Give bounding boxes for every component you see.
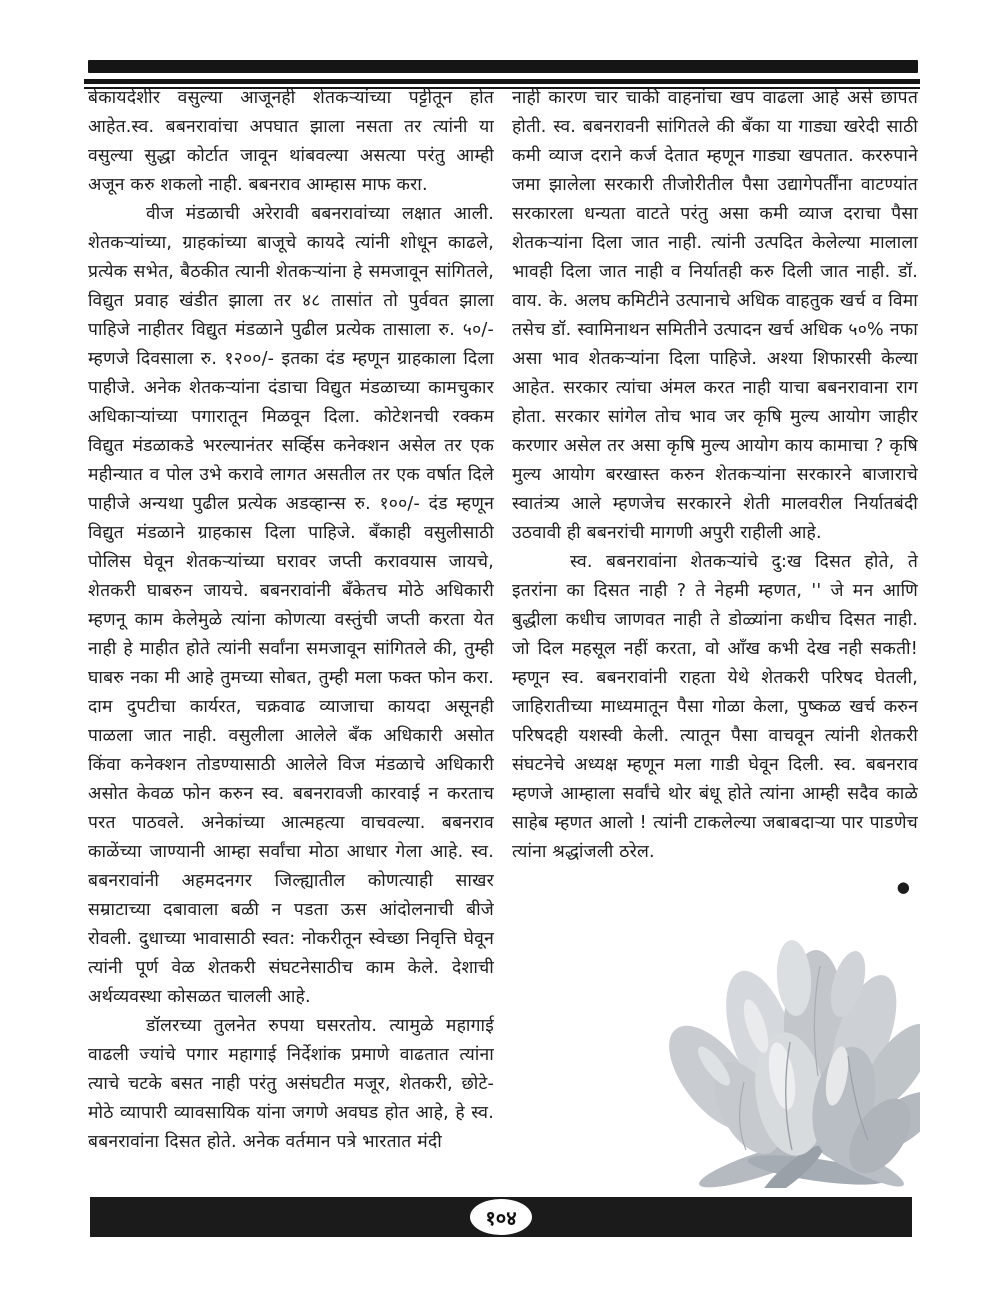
paragraph: वीज मंडळाची अरेरावी बबनरावांच्या लक्षात आली. शेतकऱ्यांच्या, ग्राहकांच्या बाजूचे कायदे त्यांनी शोधून काढले, प्रत्येक सभेत, बैठकीत त्यानी शेतकऱ्यांना हे समजावून सांगितले, विद्युत प्रवाह खंडीत झाला तर ४८ तासांत तो पुर्ववत झाला पाहिजे नाहीतर विद्युत मंडळाने पुढील प्रत्येक तासाला रु. ५०/- म्हणजे दिवसाला रु. १२००/- इतका दंड म्हणून ग्राहकाला दिला पाहीजे. अनेक शेतकऱ्यांना दंडाचा विद्युत मंडळाच्या कामचुकार अधिकाऱ्यांच्या पगारातून मिळवून दिला. कोटेशनची रक्कम विद्युत मंडळाकडे भरल्यानंतर सर्व्हिस कनेक्शन असेल तर एक महीन्यात व पोल उभे करावे लागत असतील तर एक वर्षात दिले पाहीजे अन्यथा पुढील प्रत्येक अडव्हान्स रु. १००/- दंड म्हणून विद्युत मंडळाने ग्राहकास दिला पाहिजे. बँकाही वसुलीसाठी पोलिस घेवून शेतकऱ्यांच्या घरावर जप्ती करावयास जायचे, शेतकरी घाबरुन जायचे. बबनरावांनी बँकेतच मोठे अधिकारी म्हणनू काम केलेमुळे त्यांना कोणत्या वस्तुंची जप्ती करता येत नाही हे माहीत होते त्यांनी सर्वांना समजावून सांगितले की, तुम्ही घाबरु नका मी आहे तुमच्या सोबत, तुम्ही मला फक्त फोन करा. दाम दुपटीचा कार्यरत, चक्रवाढ व्याजाचा कायदा असूनही पाळला जात नाही. वसुलीला आलेले बँक अधिकारी असोत किंवा कनेक्शन तोडण्यासाठी आलेले विज मंडळाचे अधिकारी असोत केवळ फोन करुन स्व. बबनरावजी कारवाई न करताच परत पाठवले. अनेकांच्या आत्महत्या वाचवल्या. बबनराव काळेंच्या जाण्यानी आम्हा सर्वांचा मोठा आधार गेला आहे. स्व. बबनरावांनी अहमदनगर जिल्ह्यातील कोणत्याही साखर सम्राटाच्या दबावाला बळी न पडता ऊस आंदोलनाची बीजे रोवली. दुधाच्या भावासाठी स्वत: नोकरीतून स्वेच्छा निवृत्ति घेवून त्यांनी पूर्ण वेळ शेतकरी संघटनेसाठीच काम केले. देशाची अर्थव्यवस्था कोसळत चालली आहे. bbox=[88, 204, 494, 1007]
flower-photo bbox=[652, 926, 920, 1188]
page-number-badge bbox=[470, 1199, 532, 1235]
page-number: १०४ bbox=[485, 1205, 517, 1230]
header-thick-bar bbox=[88, 60, 918, 73]
footer-bar bbox=[90, 1197, 912, 1237]
left-column bbox=[88, 84, 494, 1186]
paragraph: नाही कारण चार चाकी वाहनांचा खप वाढला आहे असे छापत होती. स्व. बबनरावनी सांगितले की बँका या गाड्या खरेदी साठी कमी व्याज दराने कर्ज देतात म्हणून गाड्या खपतात. कररुपाने जमा झालेला सरकारी तीजोरीतील पैसा उद्यागेपर्तींना वाटण्यांत सरकारला धन्यता वाटते परंतु असा कमी व्याज दराचा पैसा शेतकऱ्यांना दिला जात नाही. त्यांनी उत्पदित केलेल्या मालाला भावही दिला जात नाही व निर्यातही करु दिली जात नाही. डॉ. वाय. के. अलघ कमिटीने उत्पानाचे अधिक वाहतुक खर्च व विमा तसेच डॉ. स्वामिनाथन समितीने उत्पादन खर्च अधिक ५०% नफा असा भाव शेतकऱ्यांना दिला पाहिजे. अश्या शिफारसी केल्या आहेत. सरकार त्यांचा अंमल करत नाही याचा बबनरावाना राग होता. सरकार सांगेल तोच भाव जर कृषि मुल्य आयोग जाहीर करणार असेल तर असा कृषि मुल्य आयोग काय कामाचा ? कृषि मुल्य आयोग बरखास्त करुन शेतकऱ्यांना सरकारने बाजाराचे स्वातंत्र्य आले म्हणजेच सरकारने शेती मालवरील निर्यातबंदी उठवावी ही बबनरांची मागणी अपुरी राहीली आहे. bbox=[512, 88, 918, 543]
article-end-mark: ● bbox=[896, 878, 910, 896]
paragraph: स्व. बबनरावांना शेतकऱ्यांचे दु:ख दिसत होते, ते इतरांना का दिसत नाही ? ते नेहमी म्हणत, '' जे मन आणि बुद्धीला कधीच जाणवत नाही ते डोळ्यांना कधीच दिसत नाही. जो दिल महसूल नहीं करता, वो आँख कभी देख नही सकती! म्हणून स्व. बबनरावांनी राहता येथे शेतकरी परिषद घेतली, जाहिरातीच्या माध्यमातून पैसा गोळा केला, पुष्कळ खर्च करुन परिषदही यशस्वी केली. त्यातून पैसा वाचवून त्यांनी शेतकरी संघटनेचे अध्यक्ष म्हणून मला गाडी घेवून दिली. स्व. बबनराव म्हणजे आम्हाला सर्वांचे थोर बंधू होते त्यांना आम्ही सदैव काळे साहेब म्हणत आलो ! त्यांनी टाकलेल्या जबाबदाऱ्या पार पाडणेच त्यांना श्रद्धांजली ठरेल. bbox=[512, 552, 918, 862]
paragraph: बेकायदेशीर वसुल्या आजूनही शेतकऱ्यांच्या पट्टीतून होत आहेत.स्व. बबनरावांचा अपघात झाला नसता तर त्यांनी या वसुल्या सुद्धा कोर्टात जावून थांबवल्या असत्या परंतु आम्ही अजून करु शकलो नाही. बबनराव आम्हास माफ करा. bbox=[88, 88, 494, 195]
paragraph: डॉलरच्या तुलनेत रुपया घसरतोय. त्यामुळे महागाई वाढली ज्यांचे पगार महागाई निर्देशांक प्रमाणे वाढतात त्यांना त्याचे चटके बसत नाही परंतु असंघटीत मजूर, शेतकरी, छोटे- मोठे व्यापारी व्यावसायिक यांना जगणे अवघड होत आहे, हे स्व. बबनरावांना दिसत होते. अनेक वर्तमान पत्रे भारतात मंदी bbox=[88, 1016, 494, 1152]
flower-bouquet-illustration bbox=[652, 926, 920, 1188]
